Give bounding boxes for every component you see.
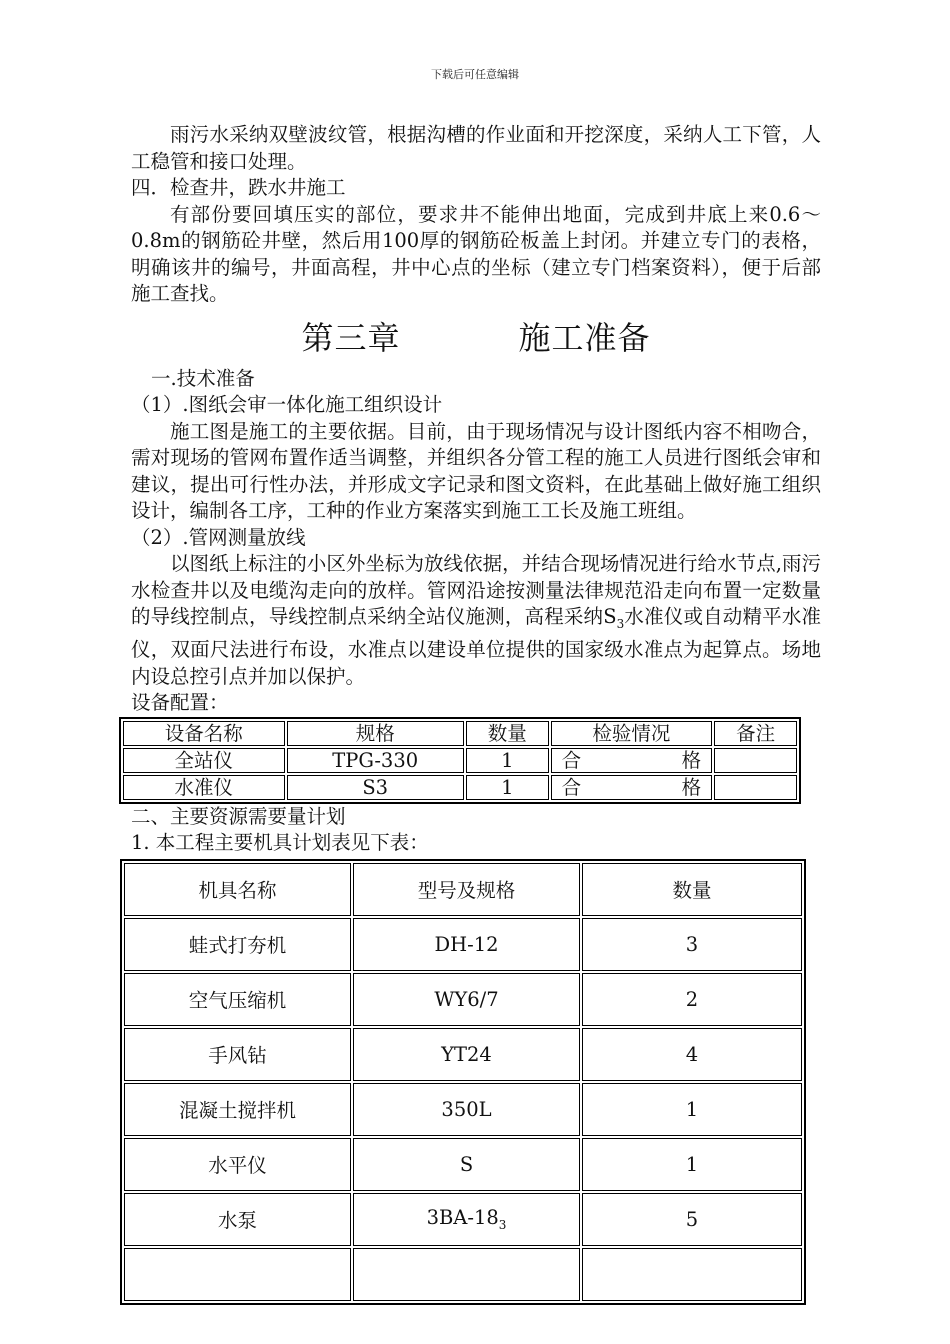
table-cell: 蛙式打夯机 xyxy=(124,918,351,971)
table-cell: 手风钻 xyxy=(124,1028,351,1081)
equipment-table xyxy=(119,717,801,804)
table-cell: 2 xyxy=(582,973,802,1026)
equipment-label: 设备配置： xyxy=(131,691,229,715)
table-cell: 空气压缩机 xyxy=(124,973,351,1026)
table-row xyxy=(124,1028,802,1081)
table-cell: 全站仪 xyxy=(123,748,285,773)
table-cell: 水平仪 xyxy=(124,1138,351,1191)
table-cell: 合格 xyxy=(551,748,713,773)
table-cell: YT24 xyxy=(353,1028,580,1081)
table-header-row xyxy=(123,721,797,746)
table-cell: S xyxy=(353,1138,580,1191)
table-cell: 1 xyxy=(466,748,549,773)
table-header-cell: 规格 xyxy=(287,721,464,746)
table-row xyxy=(124,973,802,1026)
table-header-row xyxy=(124,863,802,916)
table-cell: 5 xyxy=(582,1193,802,1246)
table-cell: 水泵 xyxy=(124,1193,351,1246)
table-cell: 1 xyxy=(582,1083,802,1136)
table-cell xyxy=(582,1248,802,1301)
table-cell: $3BA-18_3$ xyxy=(353,1193,580,1246)
table-cell xyxy=(714,775,797,800)
table-cell: 350L xyxy=(353,1083,580,1136)
table-header-cell: 数量 xyxy=(466,721,549,746)
document-body xyxy=(131,122,821,1305)
section-resource-plan: 二、主要资源需要量计划 xyxy=(131,804,346,828)
chapter-title: 施工准备 xyxy=(518,318,651,357)
machine-table-intro: 1. 本工程主要机具计划表见下表： xyxy=(131,831,429,855)
table-cell: WY6/7 xyxy=(353,973,580,1026)
table-row xyxy=(124,918,802,971)
table-cell: TPG-330 xyxy=(287,748,464,773)
chapter-number: 第三章 xyxy=(301,318,401,357)
item-survey-title: （2）.管网测量放线 xyxy=(131,525,306,549)
table-cell: 1 xyxy=(582,1138,802,1191)
paragraph-pipe-laying: 雨污水采纳双壁波纹管，根据沟槽的作业面和开挖深度，采纳人工下管，人工稳管和接口处理。 xyxy=(131,123,821,173)
table-cell: 1 xyxy=(466,775,549,800)
table-cell xyxy=(714,748,797,773)
table-row xyxy=(124,1193,802,1246)
table-cell: 合格 xyxy=(551,775,713,800)
chapter-heading xyxy=(131,310,821,366)
table-header-cell: 备注 xyxy=(714,721,797,746)
table-header-cell: 机具名称 xyxy=(124,863,351,916)
table-cell: 水准仪 xyxy=(123,775,285,800)
table-cell xyxy=(124,1248,351,1301)
table-header-cell: 型号及规格 xyxy=(353,863,580,916)
table-cell: 3 xyxy=(582,918,802,971)
table-row xyxy=(124,1083,802,1136)
table-cell: 4 xyxy=(582,1028,802,1081)
table-row xyxy=(123,775,797,800)
table-row xyxy=(124,1138,802,1191)
table-header-cell: 数量 xyxy=(582,863,802,916)
table-header-cell: 设备名称 xyxy=(123,721,285,746)
item-drawing-review-text: 施工图是施工的主要依据。目前，由于现场情况与设计图纸内容不相吻合，需对现场的管网布置作适当调整，并组织各分管工程的施工人员进行图纸会审和建议，提出可行性办法，并形成文字记录和图文资料，在此基础上做好施工组织设计，编制各工序，工种的作业方案落实到施工工长及施工班组。 xyxy=(131,419,821,522)
table-row xyxy=(124,1248,802,1301)
machine-table xyxy=(120,859,806,1305)
heading-inspection-well: 四．检查井，跌水井施工 xyxy=(131,176,346,199)
section-technical-preparation: 一.技术准备 xyxy=(151,366,255,390)
paragraph-inspection-well: 有部份要回填压实的部位，要求井不能伸出地面，完成到井底上来0.6～0.8m的钢筋砼井壁，然后用100厚的钢筋砼板盖上封闭。并建立专门的表格，明确该井的编号，井面高程，井中心点的坐标（建立专门档案资料），便于后部施工查找。 xyxy=(131,202,821,305)
table-cell xyxy=(353,1248,580,1301)
header-note: 下载后可任意编辑 xyxy=(431,68,519,81)
item-drawing-review-title: （1）.图纸会审一体化施工组织设计 xyxy=(131,393,443,416)
table-cell: DH-12 xyxy=(353,918,580,971)
table-cell: S3 xyxy=(287,775,464,800)
table-row xyxy=(123,748,797,773)
table-cell: 混凝土搅拌机 xyxy=(124,1083,351,1136)
table-header-cell: 检验情况 xyxy=(551,721,713,746)
item-survey-text: 以图纸上标注的小区外坐标为放线依据，并结合现场情况进行给水节点,雨污水检查井以及电缆沟走向的放样。管网沿途按测量法律规范沿走向布置一定数量的导线控制点，导线控制点采纳全站仪施测，高程采纳$S_3$水准仪或自动精平水准仪，双面尺法进行布设，水准点以建设单位提供的国家级水准点为起算点。场地内设总控引点并加以保护。 xyxy=(131,552,821,688)
